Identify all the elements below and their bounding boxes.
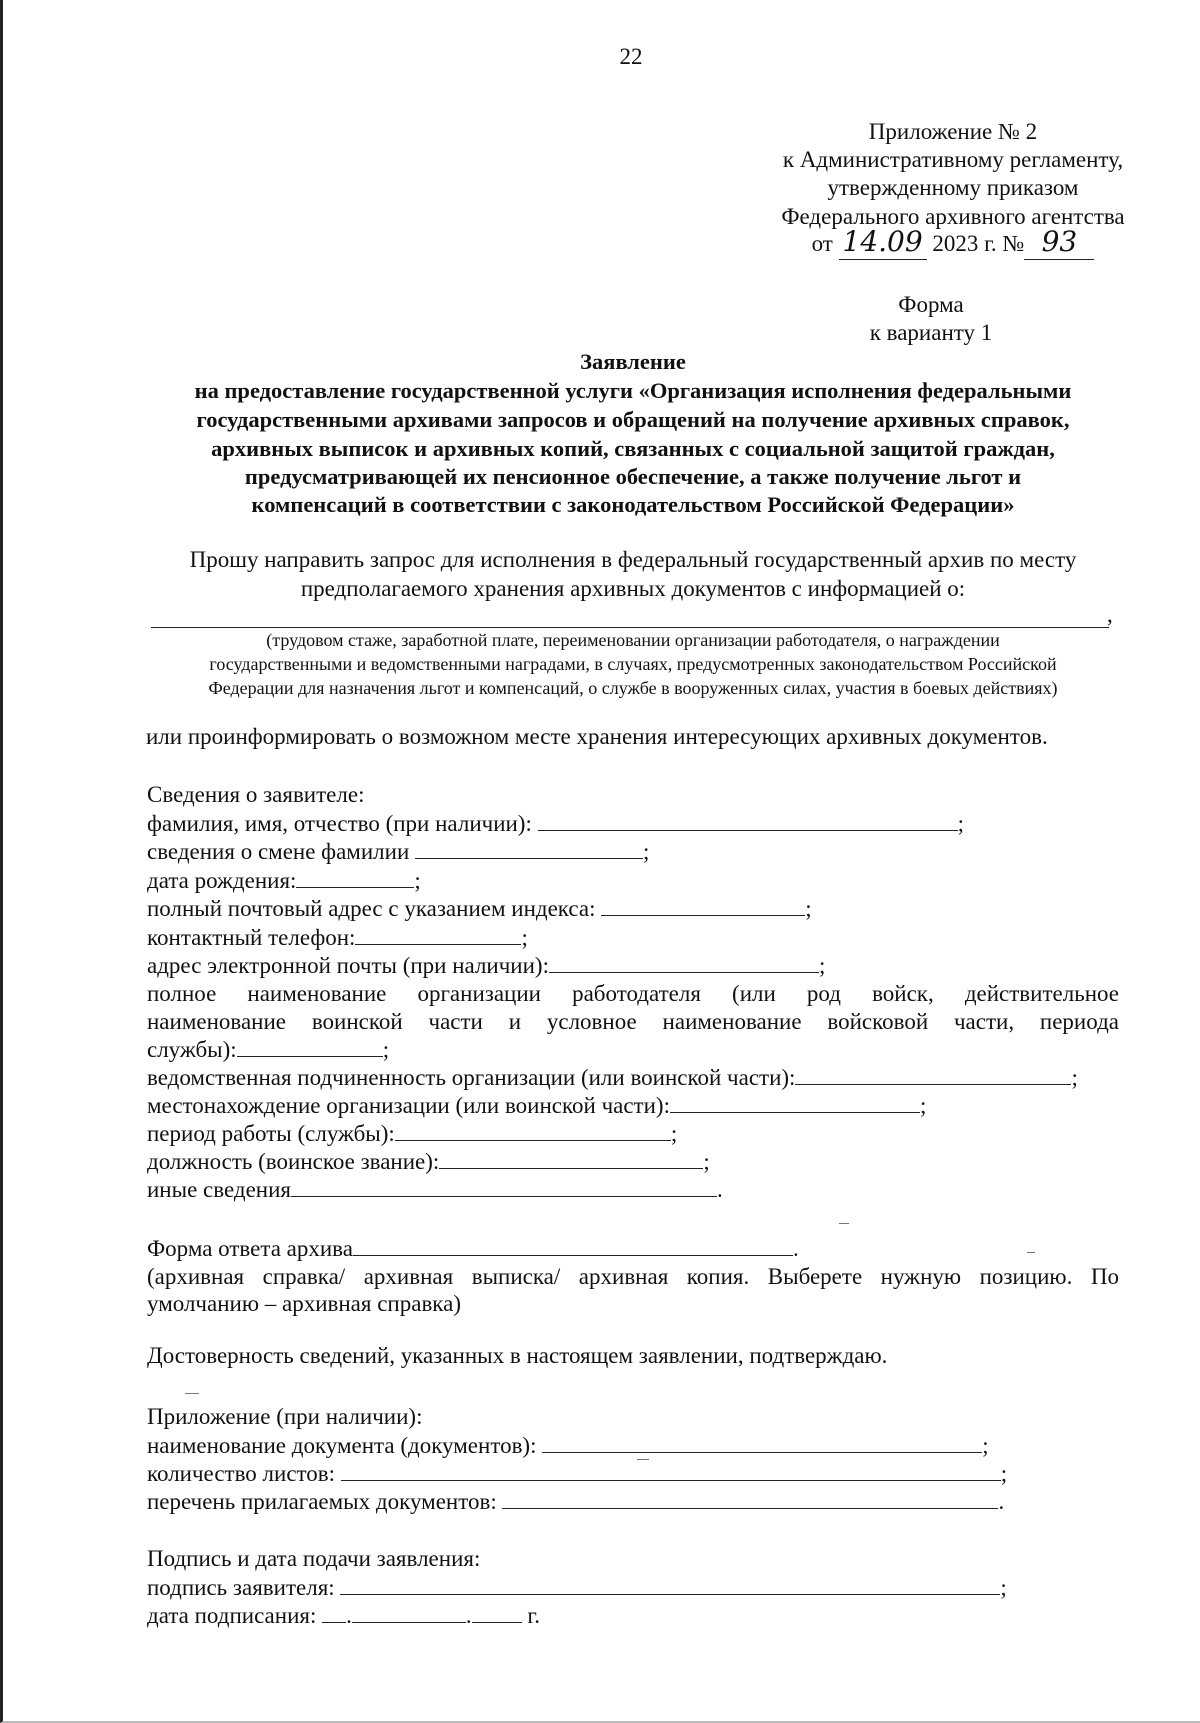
signing-day-field[interactable] [322,1602,346,1623]
subordination-end: ; [1071,1065,1078,1090]
info-caption-line-3: Федерации для назначения льгот и компенсаций, о службе в вооруженных силах, участия в боевых действиях) [208,678,1058,698]
doc-list-label: перечень прилагаемых документов: [147,1489,497,1514]
form-label-line-1: Форма [898,292,964,317]
handwritten-date: 14.09 [839,229,927,260]
birth-date-field[interactable] [296,867,414,888]
location-field[interactable] [670,1092,920,1113]
scan-speck [637,1459,649,1460]
signing-date-dot-2: . [465,1603,472,1628]
subordination-field[interactable] [795,1064,1071,1085]
signature-heading: Подпись и дата подачи заявления: [147,1546,481,1571]
phone-end: ; [521,925,528,950]
postal-address-row [147,895,812,922]
employer-field[interactable] [237,1036,383,1057]
applicant-heading: Сведения о заявителе: [147,782,365,807]
postal-address-field[interactable] [601,895,805,916]
scan-speck [1027,1252,1035,1253]
info-caption-line-1: (трудовом стаже, заработной плате, переименовании организации работодателя, о награждении [266,630,1000,650]
employer-line-1: полное наименование организации работодателя (или род войск, действительное [147,981,1119,1006]
other-info-field[interactable] [291,1176,717,1197]
subordination-row [147,1064,1078,1091]
appendix-line-1: Приложение № 2 [868,119,1038,144]
applicant-signature-label: подпись заявителя: [147,1575,335,1600]
doc-name-end: ; [982,1433,989,1458]
or-inform-text: или проинформировать о возможном месте хранения интересующих архивных документов. [146,724,1048,749]
doc-list-end: . [998,1489,1005,1514]
other-info-end: . [716,1177,723,1202]
doc-name-label: наименование документа (документов): [147,1433,537,1458]
signing-date-dot-1: . [346,1603,352,1628]
appendix-line-4: Федерального архивного агентства [781,204,1125,229]
full-name-end: ; [957,811,964,836]
birth-date-end: ; [414,868,421,893]
position-row [147,1148,710,1175]
sheet-count-label: количество листов: [147,1461,336,1486]
scan-speck [839,1223,849,1224]
doc-name-row [147,1432,989,1459]
signing-date-label: дата подписания: [147,1603,317,1628]
employer-end: ; [382,1037,390,1062]
page-number: 22 [619,44,643,69]
response-label: Форма ответа архива [147,1236,353,1261]
applicant-signature-field[interactable] [340,1574,1000,1595]
name-change-label: сведения о смене фамилии [147,839,410,864]
name-change-row [147,838,649,865]
email-label: адрес электронной почты (при наличии): [147,953,549,978]
email-row [147,952,825,979]
other-info-row [147,1176,723,1203]
title-heading: Заявление [580,349,686,374]
employer-row [147,1036,1119,1064]
work-period-label: период работы (службы): [147,1121,395,1146]
postal-address-end: ; [805,896,812,921]
handwritten-order-number: 93 [1024,229,1094,260]
title-line-3: архивных выписок и архивных копий, связанных с социальной защитой граждан, [211,436,1055,461]
request-line-1: Прошу направить запрос для исполнения в федеральный государственный архив по месту [189,547,1077,572]
location-end: ; [919,1093,927,1118]
title-line-2: государственными архивами запросов и обращений на получение архивных справок, [196,407,1070,432]
location-label: местонахождение организации (или воинской части): [147,1093,670,1118]
signing-year-field[interactable] [472,1602,522,1623]
full-name-field[interactable] [538,810,958,831]
doc-list-row [147,1488,1004,1515]
signing-year-suffix: г. [527,1603,540,1628]
info-caption-line-2: государственными и ведомственными наградами, в случаях, предусмотренных законодательством Российской [209,654,1057,674]
sheet-count-end: ; [1000,1461,1008,1486]
response-note-line-1: (архивная справка/ архивная выписка/ архивная копия. Выберете нужную позицию. По [147,1264,1119,1289]
attachments-heading: Приложение (при наличии): [147,1404,423,1429]
appendix-date-line [723,225,1183,260]
response-row [147,1235,799,1262]
applicant-signature-row [147,1574,1007,1601]
form-label-line-2: к варианту 1 [869,320,993,345]
phone-field[interactable] [355,924,521,945]
response-end: . [792,1236,799,1261]
info-blank-comma: , [1107,602,1113,627]
title-line-4: предусматривающей их пенсионное обеспечение, а также получение льгот и [244,464,1022,489]
postal-address-label: полный почтовый адрес с указанием индекса: [147,896,596,921]
confirmation-text: Достоверность сведений, указанных в настоящем заявлении, подтверждаю. [147,1343,888,1368]
location-row [147,1092,926,1119]
full-name-row [147,810,964,837]
applicant-signature-end: ; [1000,1575,1007,1600]
appendix-line-3: утвержденному приказом [827,175,1079,200]
signing-date-row [147,1602,540,1629]
position-end: ; [703,1149,710,1174]
position-field[interactable] [439,1148,703,1169]
work-period-field[interactable] [395,1120,671,1141]
response-field[interactable] [353,1235,793,1256]
title-line-5: компенсаций в соответствии с законодательством Российской Федерации» [251,492,1015,517]
work-period-end: ; [670,1121,678,1146]
birth-date-label: дата рождения: [147,868,297,893]
position-label: должность (воинское звание): [147,1149,440,1174]
doc-name-field[interactable] [542,1432,982,1453]
date-prefix: от [811,231,833,256]
sheet-count-row [147,1460,1007,1487]
employer-line-3: службы): [147,1037,237,1062]
email-field[interactable] [549,952,819,973]
name-change-field[interactable] [415,838,643,859]
email-end: ; [818,953,826,978]
appendix-line-2: к Административному регламенту, [782,147,1124,172]
request-line-2: предполагаемого хранения архивных документов с информацией о: [300,576,966,601]
signing-month-field[interactable] [352,1602,466,1623]
subordination-label: ведомственная подчиненность организации (или воинской части): [147,1065,796,1090]
phone-row [147,924,528,951]
doc-list-field[interactable] [502,1488,998,1509]
scan-speck [185,1393,199,1394]
response-note-line-2: умолчанию – архивная справка) [147,1291,462,1316]
name-change-end: ; [643,839,650,864]
work-period-row [147,1120,677,1147]
sheet-count-field[interactable] [341,1460,1001,1481]
birth-date-row [147,867,421,894]
year-text: 2023 г. № [932,231,1025,256]
full-name-label: фамилия, имя, отчество (при наличии): [147,811,532,836]
phone-label: контактный телефон: [147,925,356,950]
employer-line-2: наименование воинской части и условное наименование войсковой части, периода [147,1009,1119,1034]
other-info-label: иные сведения [147,1177,291,1202]
title-line-1: на предоставление государственной услуги «Организация исполнения федеральными [194,378,1072,403]
